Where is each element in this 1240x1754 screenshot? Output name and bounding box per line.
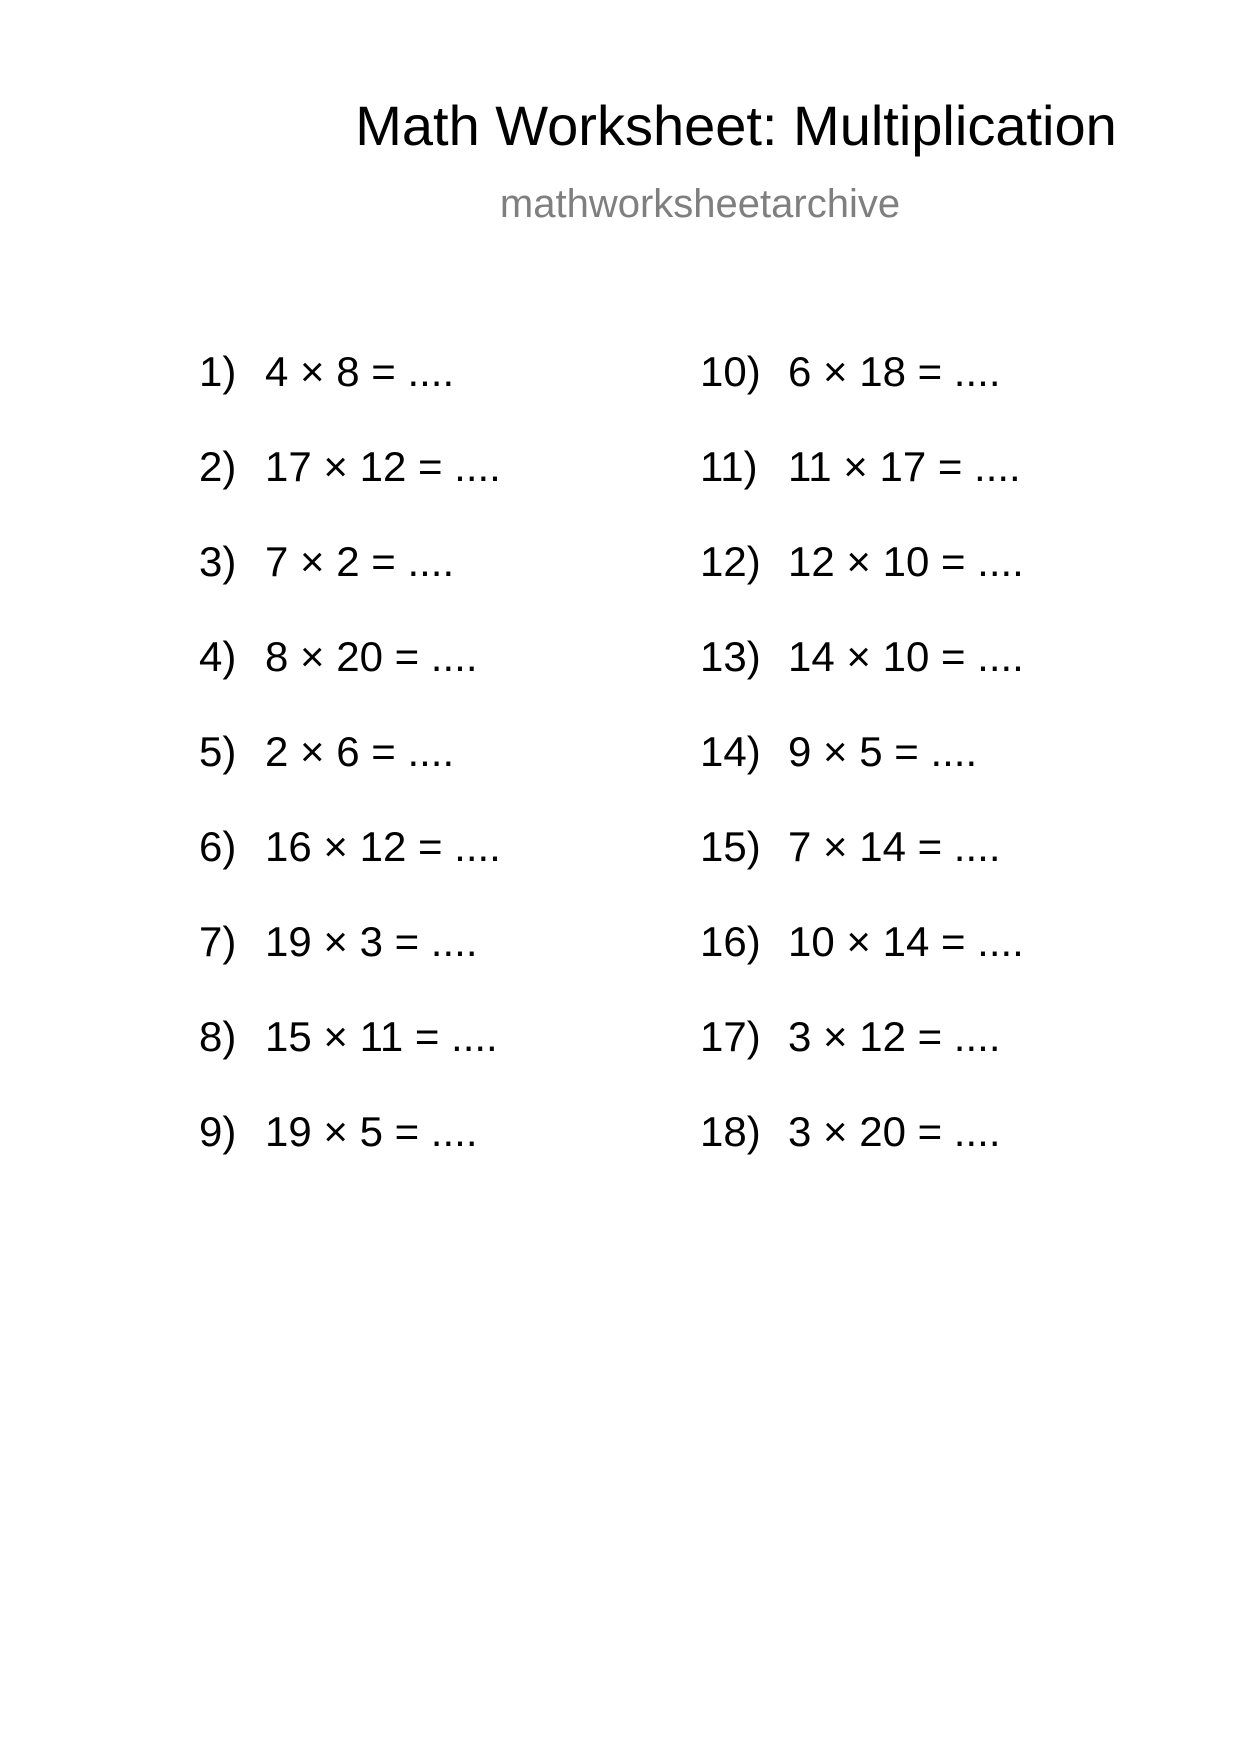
problem-expression: 17 × 12 = .... (265, 443, 501, 490)
problem-number: 2) (199, 443, 237, 490)
problems-column-left (199, 348, 501, 1206)
problem-number: 16) (700, 918, 761, 965)
problem-item (199, 728, 501, 826)
problem-number: 7) (199, 918, 237, 965)
problems-column-right (700, 348, 1024, 1206)
problem-expression: 8 × 20 = .... (265, 633, 478, 680)
problem-number: 8) (199, 1013, 237, 1060)
problem-number: 14) (700, 728, 761, 775)
problem-expression: 10 × 14 = .... (788, 918, 1024, 965)
problem-expression: 14 × 10 = .... (788, 633, 1024, 680)
problem-expression: 6 × 18 = .... (788, 348, 1001, 395)
problem-expression: 7 × 2 = .... (265, 538, 455, 585)
problem-expression: 11 × 17 = .... (788, 443, 1021, 490)
problem-item (199, 1013, 501, 1111)
problem-item (700, 348, 1024, 446)
problem-number: 13) (700, 633, 761, 680)
problem-number: 17) (700, 1013, 761, 1060)
problem-item (700, 1108, 1024, 1206)
problem-item (700, 918, 1024, 1016)
problem-expression: 9 × 5 = .... (788, 728, 978, 775)
problem-item (700, 633, 1024, 731)
problem-expression: 2 × 6 = .... (265, 728, 455, 775)
problem-item (199, 633, 501, 731)
problem-expression: 16 × 12 = .... (265, 823, 501, 870)
problem-number: 12) (700, 538, 761, 585)
problem-expression: 3 × 12 = .... (788, 1013, 1001, 1060)
problem-number: 18) (700, 1108, 761, 1155)
problem-item (199, 918, 501, 1016)
worksheet-title: Math Worksheet: Multiplication (355, 94, 1117, 157)
problem-number: 3) (199, 538, 237, 585)
problem-number: 5) (199, 728, 237, 775)
problem-item (199, 1108, 501, 1206)
problem-number: 9) (199, 1108, 237, 1155)
problem-item (199, 538, 501, 636)
problem-expression: 3 × 20 = .... (788, 1108, 1001, 1155)
problem-number: 11) (700, 443, 758, 490)
problem-number: 6) (199, 823, 237, 870)
problem-item (199, 443, 501, 541)
problem-item (700, 443, 1024, 541)
problem-expression: 19 × 3 = .... (265, 918, 478, 965)
worksheet-subtitle: mathworksheetarchive (499, 182, 901, 226)
problem-number: 4) (199, 633, 237, 680)
problem-expression: 7 × 14 = .... (788, 823, 1001, 870)
problem-number: 1) (199, 348, 237, 395)
problem-expression: 15 × 11 = .... (265, 1013, 498, 1060)
problem-item (199, 348, 501, 446)
problem-expression: 4 × 8 = .... (265, 348, 455, 395)
problem-item (700, 823, 1024, 921)
problem-expression: 12 × 10 = .... (788, 538, 1024, 585)
problem-item (199, 823, 501, 921)
problem-number: 15) (700, 823, 761, 870)
problem-item (700, 1013, 1024, 1111)
problem-number: 10) (700, 348, 761, 395)
problem-item (700, 538, 1024, 636)
problem-expression: 19 × 5 = .... (265, 1108, 478, 1155)
problem-item (700, 728, 1024, 826)
